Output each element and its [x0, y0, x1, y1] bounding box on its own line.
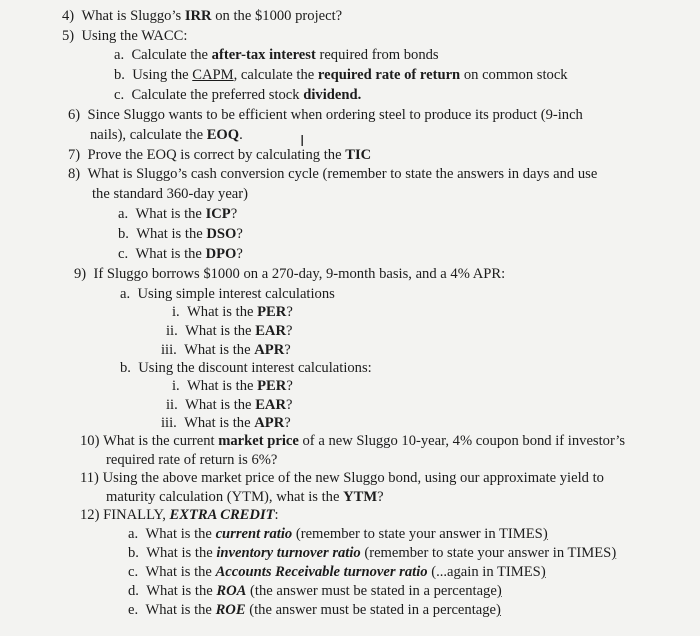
question-9a-i: i. What is the PER?: [172, 304, 293, 320]
question-6-line2: nails), calculate the EOQ.: [90, 127, 243, 143]
question-5a: a. Calculate the after-tax interest required from bonds: [114, 47, 439, 63]
question-5b: b. Using the CAPM, calculate the required rate of return on common stock: [114, 67, 568, 83]
question-11: 11) Using the above market price of the new Sluggo bond, using our approximate yield to: [80, 470, 604, 486]
question-8: 8) What is Sluggo’s cash conversion cycle (remember to state the answers in days and use: [68, 166, 598, 182]
question-12b: b. What is the inventory turnover ratio (remember to state your answer in TIMES): [128, 545, 617, 561]
question-9a-iii: iii. What is the APR?: [161, 342, 291, 358]
question-9b-ii: ii. What is the EAR?: [166, 397, 293, 413]
question-12c: c. What is the Accounts Receivable turnover ratio (...again in TIMES): [128, 564, 546, 580]
question-9b-iii: iii. What is the APR?: [161, 415, 291, 431]
question-10: 10) What is the current market price of a new Sluggo 10-year, 4% coupon bond if investor’s: [80, 433, 626, 449]
question-7: 7) Prove the EOQ is correct by calculating the TIC: [68, 147, 372, 163]
question-5c: c. Calculate the preferred stock dividend.: [114, 87, 362, 103]
question-9b: b. Using the discount interest calculations:: [120, 360, 372, 376]
question-8a: a. What is the ICP?: [118, 206, 238, 222]
question-9b-i: i. What is the PER?: [172, 378, 293, 394]
question-12e: e. What is the ROE (the answer must be stated in a percentage): [128, 602, 501, 618]
question-6: 6) Since Sluggo wants to be efficient when ordering steel to produce its product (9-inch: [68, 107, 583, 123]
question-9a: a. Using simple interest calculations: [120, 286, 335, 302]
question-12: 12) FINALLY, EXTRA CREDIT:: [80, 507, 279, 523]
question-8c: c. What is the DPO?: [118, 246, 243, 262]
question-9: 9) If Sluggo borrows $1000 on a 270-day, 9-month basis, and a 4% APR:: [74, 266, 506, 282]
question-8-line2: the standard 360-day year): [92, 186, 249, 202]
question-8b: b. What is the DSO?: [118, 226, 243, 242]
question-11-line2: maturity calculation (YTM), what is the YTM?: [106, 489, 384, 505]
text-cursor-icon: I: [300, 132, 305, 150]
question-5: 5) Using the WACC:: [62, 28, 188, 44]
question-12d: d. What is the ROA (the answer must be stated in a percentage): [128, 583, 502, 599]
question-12a: a. What is the current ratio (remember to state your answer in TIMES): [128, 526, 548, 542]
question-10-line2: required rate of return is 6%?: [106, 452, 278, 468]
question-4: 4) What is Sluggo’s IRR on the $1000 project?: [62, 8, 343, 24]
question-9a-ii: ii. What is the EAR?: [166, 323, 293, 339]
